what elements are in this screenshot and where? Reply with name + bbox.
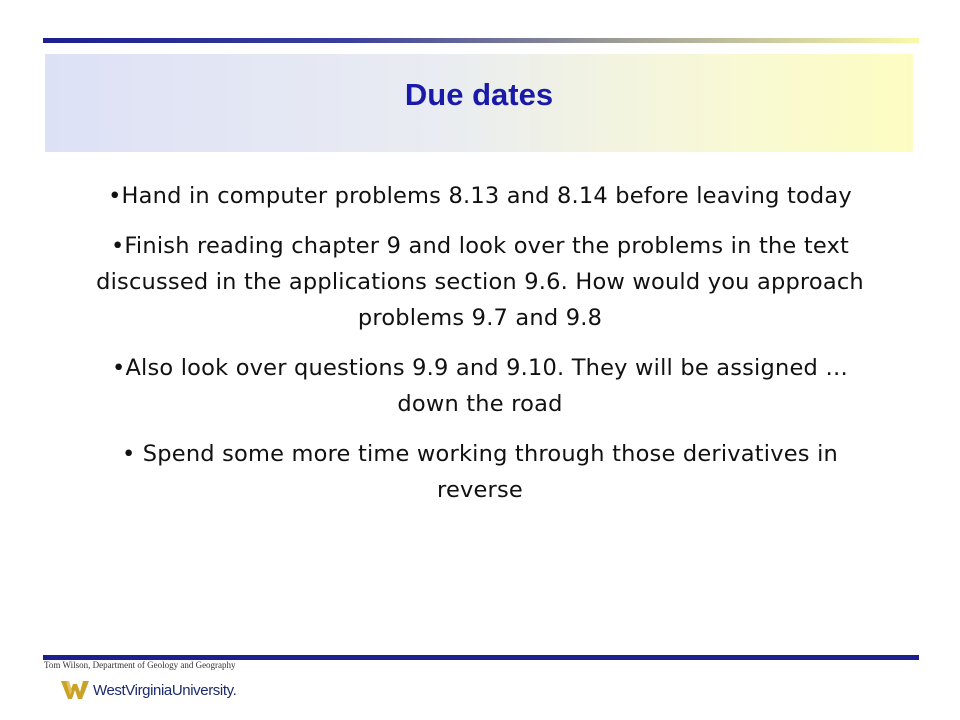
logo-wordmark: WestVirginiaUniversity. (93, 681, 237, 699)
bullet-item: •Also look over questions 9.9 and 9.10. They will be assigned … down the road (111, 355, 849, 417)
footer-credit: Tom Wilson, Department of Geology and Geography (44, 660, 236, 670)
top-divider (43, 38, 919, 43)
university-logo (60, 676, 236, 704)
title-band (45, 54, 913, 152)
bullet-list (80, 178, 880, 522)
bullet-item: •Finish reading chapter 9 and look over the problems in the text discussed in the applications section 9.6. How would you approach problems 9.7 and 9.8 (96, 233, 864, 331)
bullet-item: • Spend some more time working through those derivatives in reverse (121, 441, 838, 503)
flying-wv-icon (60, 678, 90, 702)
bullet-item: •Hand in computer problems 8.13 and 8.14 before leaving today (108, 183, 852, 209)
slide-title: Due dates (404, 77, 554, 112)
